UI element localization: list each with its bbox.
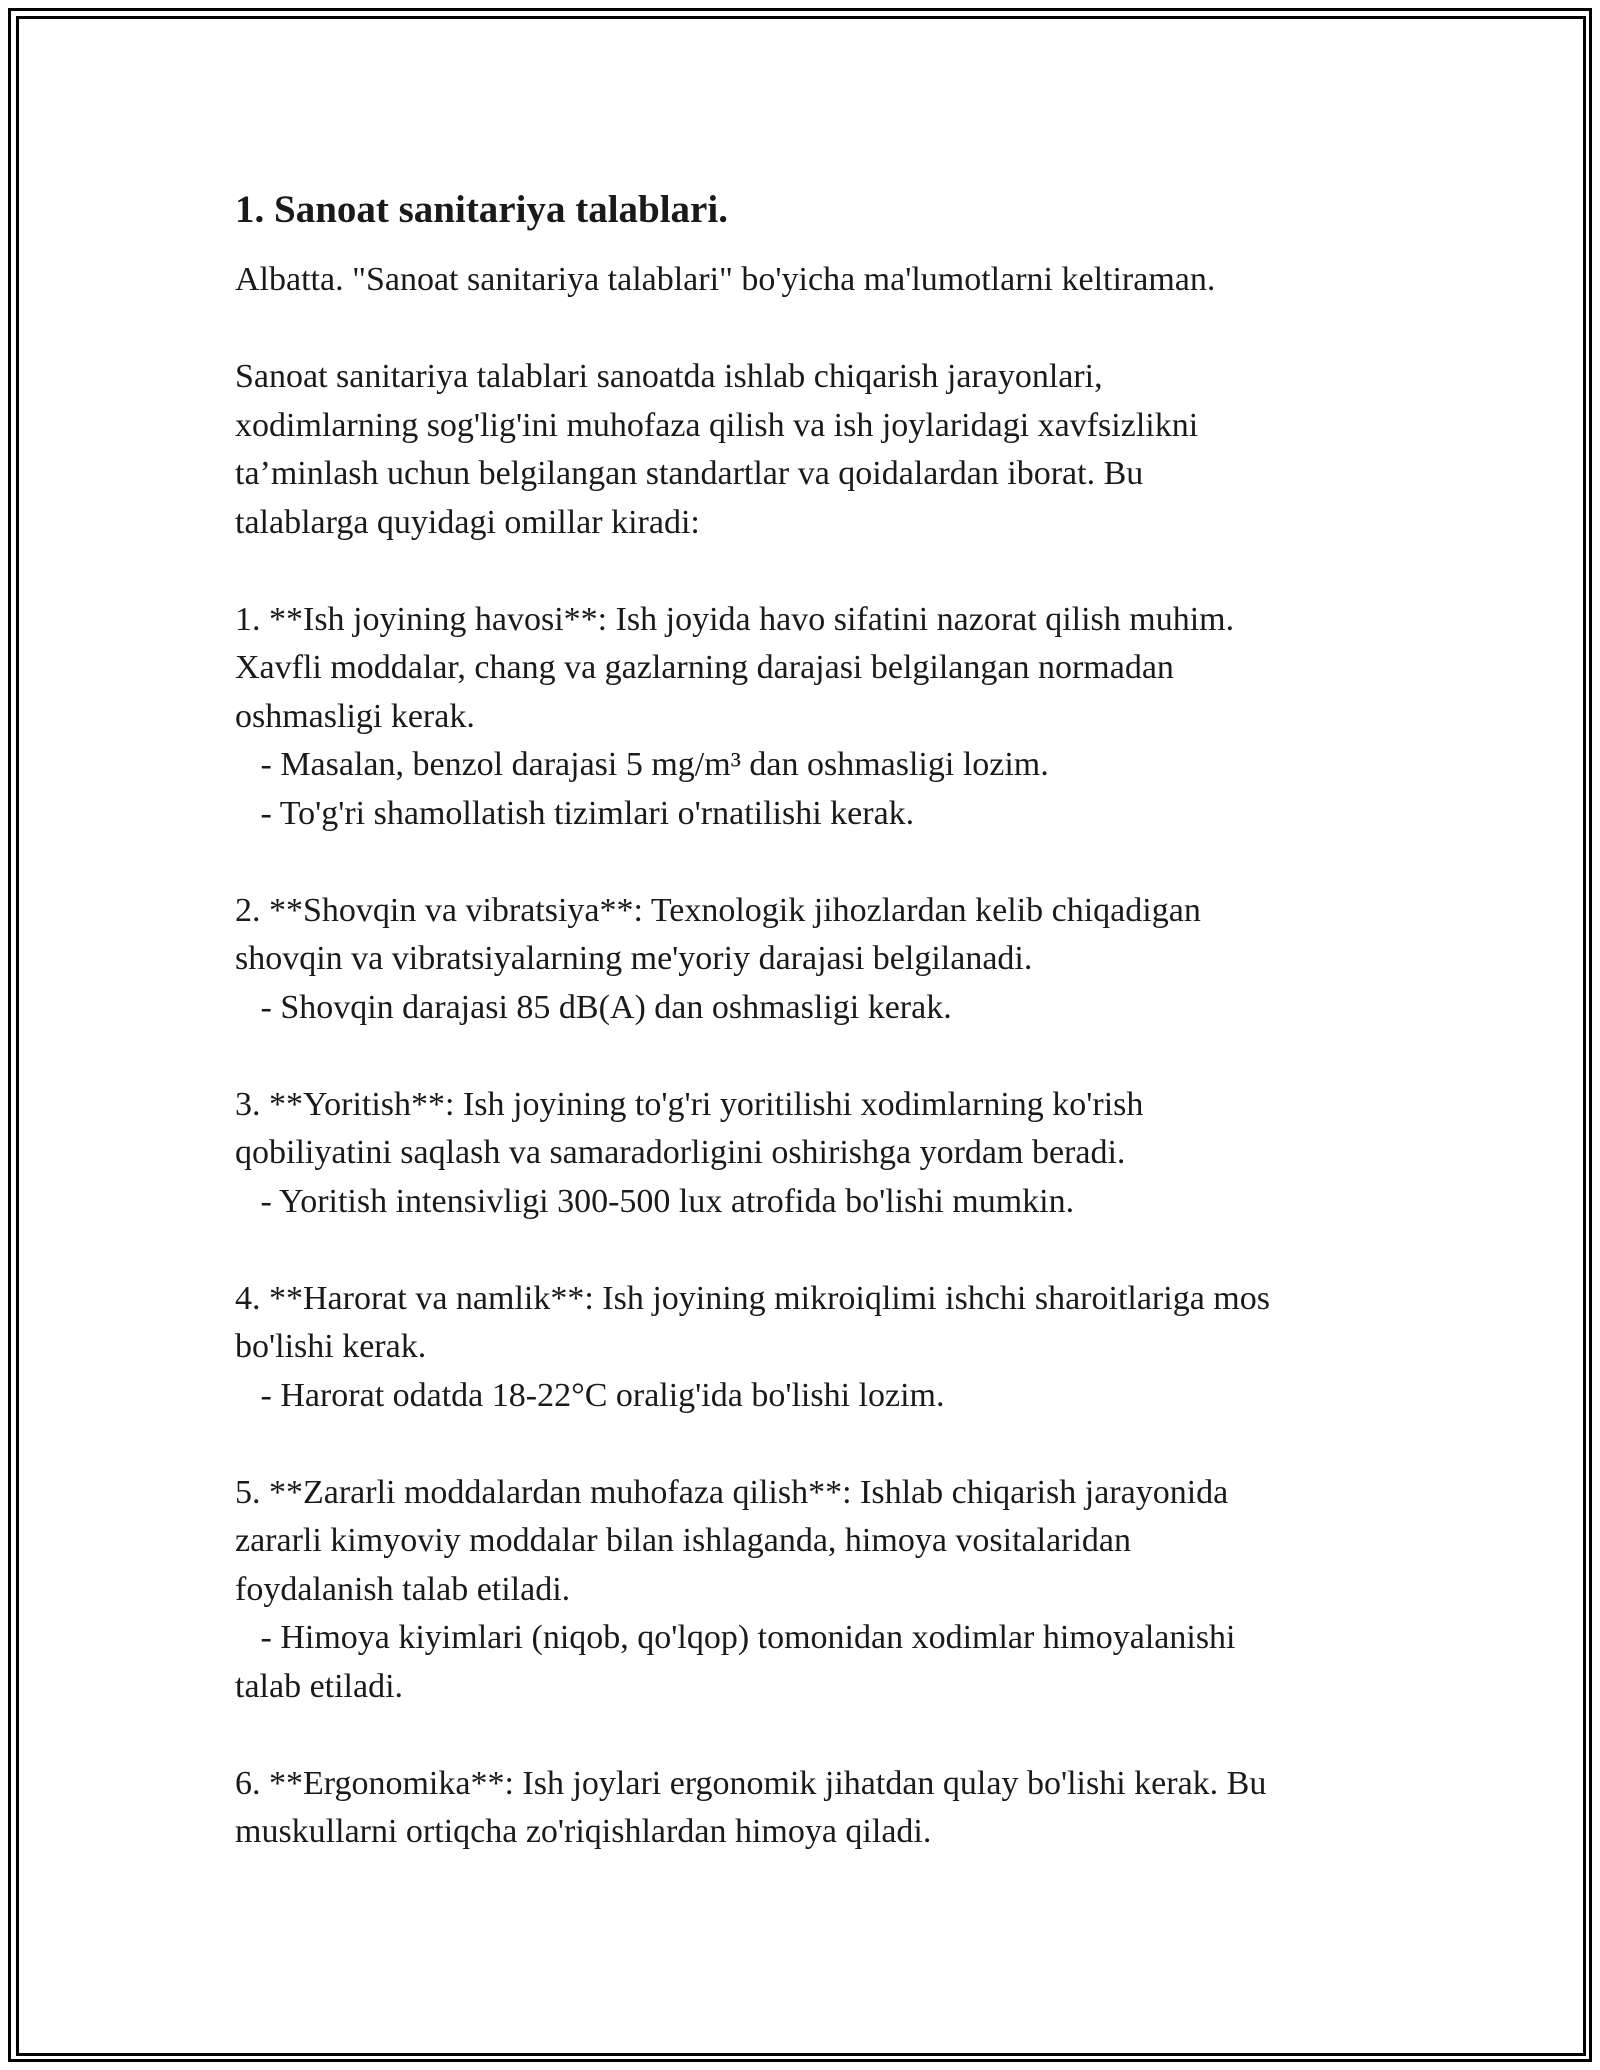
list-item-line: Xavfli moddalar, chang va gazlarning darajasi belgilangan normadan	[235, 649, 1174, 686]
spacer	[235, 1711, 1385, 1760]
list-item-line: 1. **Ish joyining havosi**: Ish joyida havo sifatini nazorat qilish muhim.	[235, 600, 1235, 638]
intro-paragraph: Albatta. "Sanoat sanitariya talablari" bo'yicha ma'lumotlarni keltiraman.	[235, 261, 1216, 298]
list-subitem: - Himoya kiyimlari (niqob, qo'lqop) tomonidan xodimlar himoyalanishi	[235, 1619, 1236, 1656]
list-item-line: bo'lishi kerak.	[235, 1328, 427, 1365]
list-item-temperature	[235, 1275, 1385, 1421]
list-item-line: 4. **Harorat va namlik**: Ish joyining mikroiqlimi ishchi sharoitlariga mos	[235, 1279, 1270, 1317]
list-item-line: qobiliyatini saqlash va samaradorligini oshirishga yordam beradi.	[235, 1134, 1126, 1171]
overview-line: Sanoat sanitariya talablari sanoatda ishlab chiqarish jarayonlari,	[235, 358, 1103, 395]
spacer	[235, 838, 1385, 887]
overview-paragraph	[235, 353, 1385, 547]
list-subitem: - Masalan, benzol darajasi 5 mg/m³ dan oshmasligi lozim.	[235, 746, 1049, 783]
list-subitem: - Harorat odatda 18-22°C oralig'ida bo'lishi lozim.	[235, 1376, 945, 1414]
list-item-line: foydalanish talab etiladi.	[235, 1570, 571, 1608]
spacer	[235, 1032, 1385, 1081]
list-subitem: - To'g'ri shamollatish tizimlari o'rnatilishi kerak.	[235, 794, 915, 832]
spacer	[235, 1226, 1385, 1275]
list-item-line: 3. **Yoritish**: Ish joyining to'g'ri yoritilishi xodimlarning ko'rish	[235, 1085, 1144, 1123]
section-heading: 1. Sanoat sanitariya talablari.	[235, 188, 728, 231]
overview-line: talablarga quyidagi omillar kiradi:	[235, 503, 700, 541]
list-subitem: - Yoritish intensivligi 300-500 lux atrofida bo'lishi mumkin.	[235, 1182, 1075, 1220]
spacer	[235, 305, 1385, 354]
spacer	[235, 1420, 1385, 1469]
list-item-lighting	[235, 1081, 1385, 1227]
list-item-line: 6. **Ergonomika**: Ish joylari ergonomik jihatdan qulay bo'lishi kerak. Bu	[235, 1764, 1267, 1802]
list-subitem: - Shovqin darajasi 85 dB(A) dan oshmasligi kerak.	[235, 988, 952, 1026]
list-item-line: talab etiladi.	[235, 1667, 404, 1705]
list-item-line: shovqin va vibratsiyalarning me'yoriy darajasi belgilanadi.	[235, 940, 1033, 977]
list-item-line: 2. **Shovqin va vibratsiya**: Texnologik jihozlardan kelib chiqadigan	[235, 891, 1201, 929]
list-item-protection	[235, 1469, 1385, 1712]
overview-line: xodimlarning sog'lig'ini muhofaza qilish va ish joylaridagi xavfsizlikni	[235, 406, 1199, 444]
document-body	[235, 186, 1385, 1857]
list-item-air	[235, 596, 1385, 839]
overview-line: ta’minlash uchun belgilangan standartlar va qoidalardan iborat. Bu	[235, 455, 1144, 492]
spacer	[235, 547, 1385, 596]
list-item-noise	[235, 887, 1385, 1033]
list-item-line: oshmasligi kerak.	[235, 697, 475, 735]
list-item-line: zararli kimyoviy moddalar bilan ishlaganda, himoya vositalaridan	[235, 1522, 1132, 1559]
list-item-line: muskullarni ortiqcha zo'riqishlardan himoya qiladi.	[235, 1813, 932, 1850]
list-item-line: 5. **Zararli moddalardan muhofaza qilish**: Ishlab chiqarish jarayonida	[235, 1473, 1229, 1511]
list-item-ergonomics	[235, 1760, 1385, 1857]
